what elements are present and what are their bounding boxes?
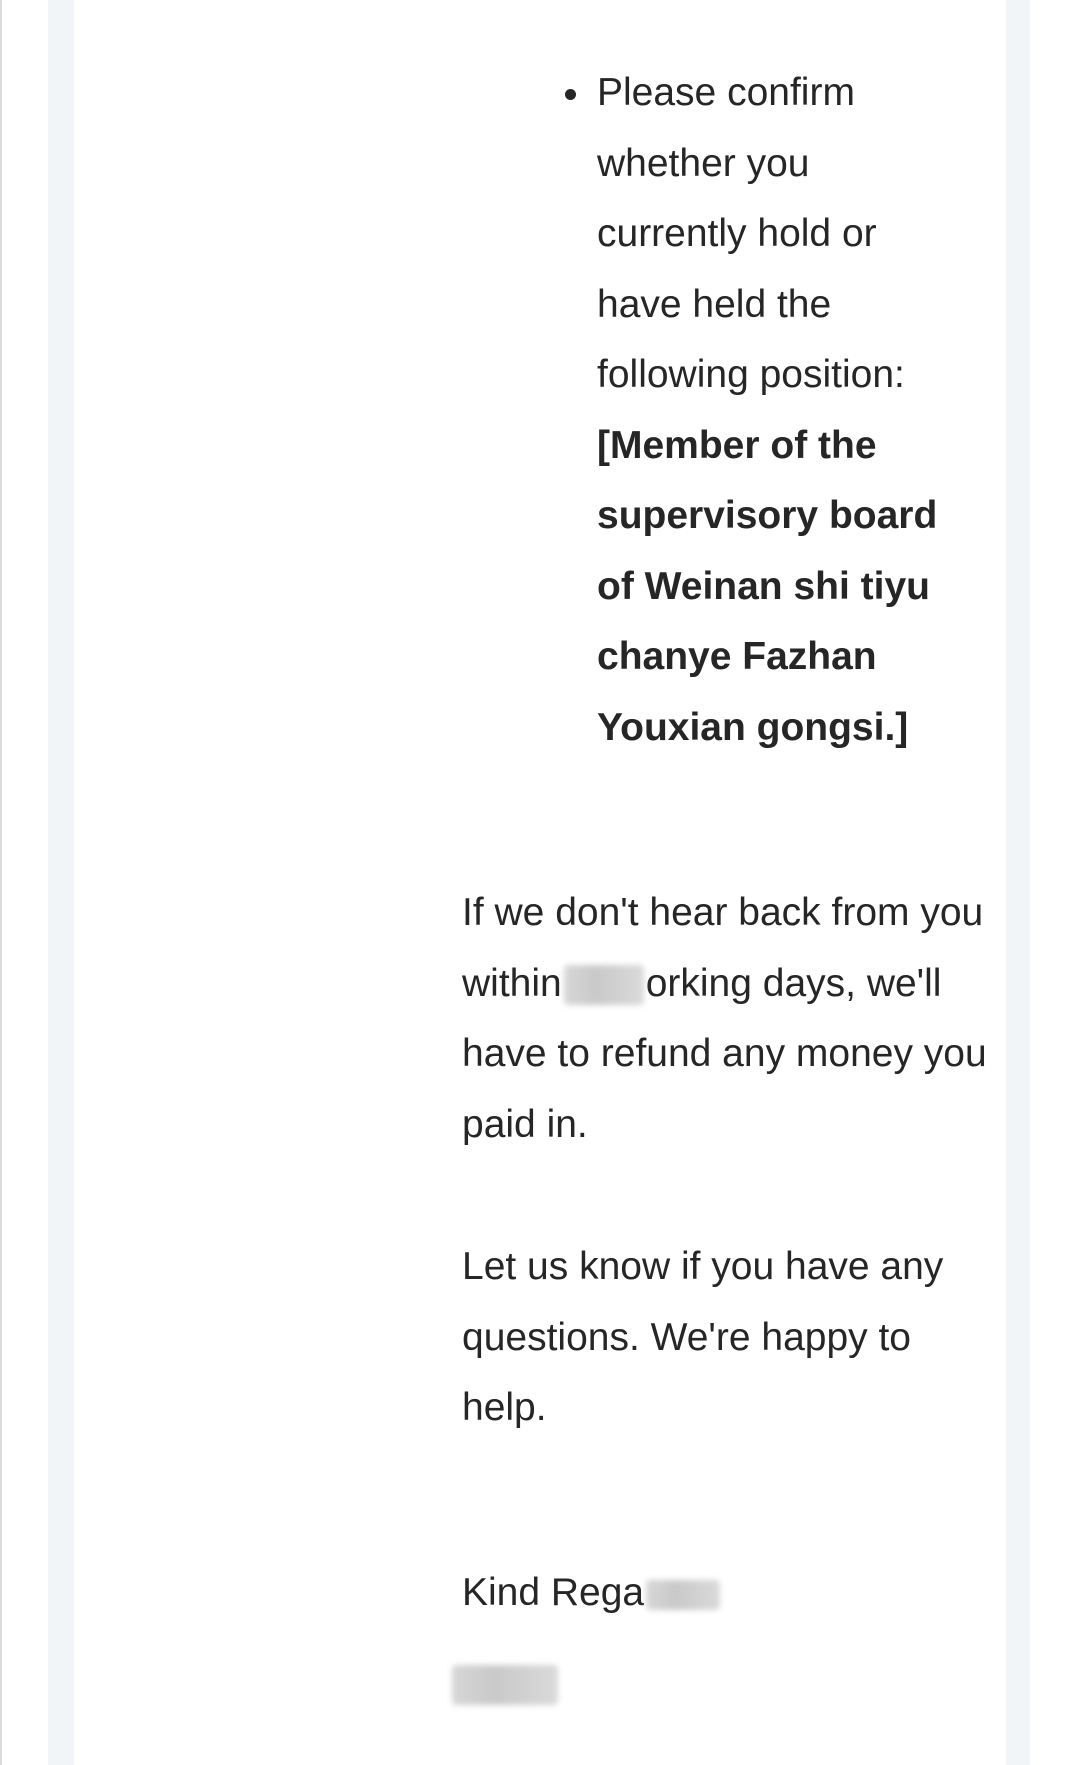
closing-text: Kind Rega — [462, 1571, 645, 1614]
refund-text-after: orking days, we'll have to refund any money you paid in. — [462, 961, 987, 1146]
refund-notice-paragraph — [462, 878, 1002, 1160]
bullet-list — [462, 58, 982, 763]
help-paragraph: Let us know if you have any questions. We're happy to help. — [462, 1245, 944, 1429]
signature — [452, 1648, 558, 1688]
screen-edge — [0, 0, 2, 1765]
position-title: [Member of the supervisory board of Weinan shi tiyu chanye Fazhan Youxian gongsi.] — [597, 423, 938, 749]
redacted-signature — [452, 1665, 558, 1705]
list-item — [462, 58, 942, 763]
email-body-card — [74, 0, 1006, 1765]
redacted-closing — [646, 1580, 720, 1610]
refund-text-before: If we don't hear back from you within — [462, 891, 984, 1005]
bullet-lead-text: Please confirm whether you currently hold or have held the following position: — [597, 71, 905, 396]
closing-line — [462, 1558, 720, 1629]
bullet-dot-icon — [565, 89, 576, 100]
redacted-days — [564, 965, 644, 1005]
